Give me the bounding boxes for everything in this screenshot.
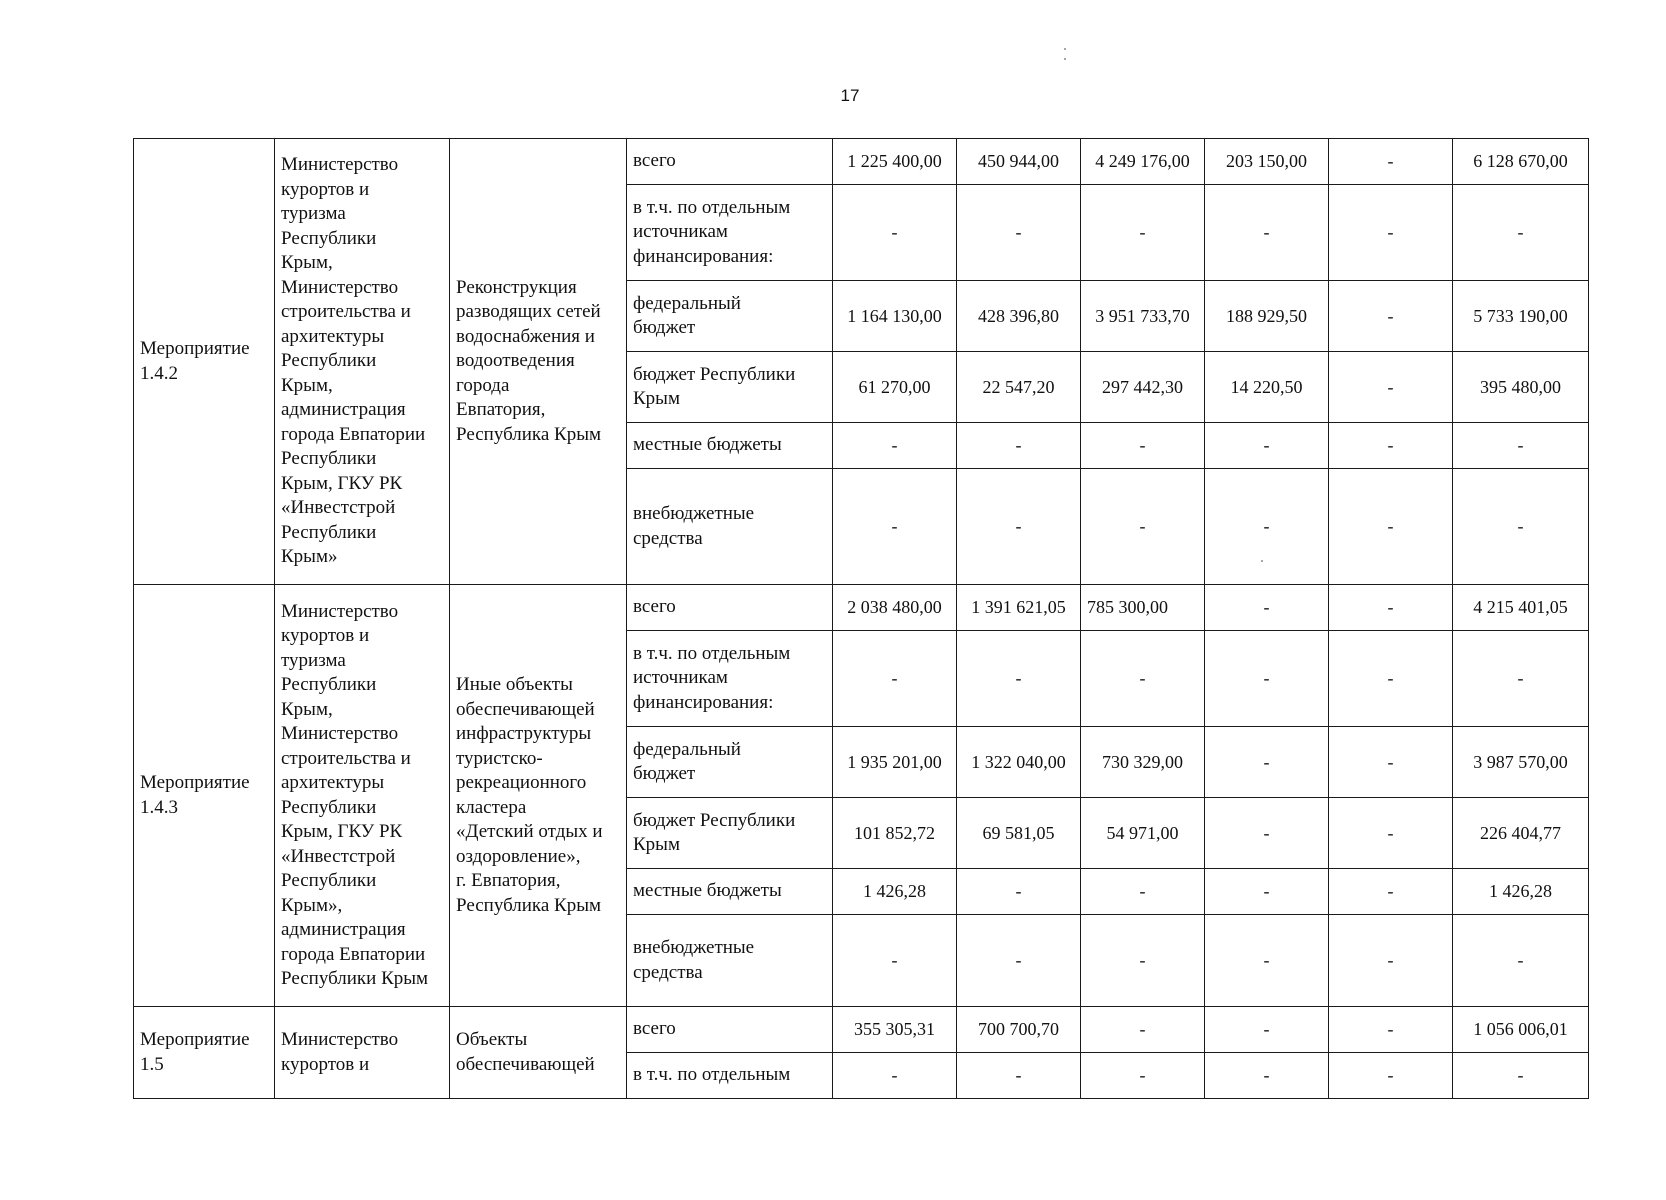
measure-cell: Мероприятие 1.4.2 bbox=[134, 139, 275, 585]
value-cell: 1 935 201,00 bbox=[833, 727, 957, 798]
value-cell: - bbox=[1081, 469, 1205, 585]
source-label: в т.ч. по отдельным источникам финансирования: bbox=[627, 631, 833, 727]
value-cell: - bbox=[957, 915, 1081, 1007]
value-cell: - bbox=[957, 869, 1081, 915]
executor-cell: Министерство курортов и bbox=[275, 1007, 450, 1099]
source-label: бюджет Республики Крым bbox=[627, 798, 833, 869]
value-cell: - bbox=[1329, 469, 1453, 585]
value-cell: - bbox=[1205, 423, 1329, 469]
value-cell: 450 944,00 bbox=[957, 139, 1081, 185]
value-cell: 2 038 480,00 bbox=[833, 585, 957, 631]
value-cell: - bbox=[833, 185, 957, 281]
value-cell: - bbox=[1329, 727, 1453, 798]
total-cell: 1 056 006,01 bbox=[1453, 1007, 1589, 1053]
value-cell: - bbox=[1081, 915, 1205, 1007]
value-cell: 1 426,28 bbox=[833, 869, 957, 915]
value-cell: - bbox=[833, 423, 957, 469]
value-cell: - bbox=[1329, 915, 1453, 1007]
value-cell: - bbox=[1081, 631, 1205, 727]
value-cell: - bbox=[957, 185, 1081, 281]
value-cell: - bbox=[1205, 915, 1329, 1007]
table-row bbox=[134, 139, 1589, 185]
total-cell: - bbox=[1453, 1053, 1589, 1099]
value-cell: 355 305,31 bbox=[833, 1007, 957, 1053]
source-label: бюджет Республики Крым bbox=[627, 352, 833, 423]
value-cell: - bbox=[957, 469, 1081, 585]
page-number: 17 bbox=[840, 86, 860, 105]
value-cell: - bbox=[1329, 423, 1453, 469]
value-cell: 14 220,50 bbox=[1205, 352, 1329, 423]
source-label: федеральный бюджет bbox=[627, 727, 833, 798]
value-cell: 700 700,70 bbox=[957, 1007, 1081, 1053]
scan-speck bbox=[1064, 48, 1066, 50]
value-cell: 203 150,00 bbox=[1205, 139, 1329, 185]
value-cell: - bbox=[1081, 1007, 1205, 1053]
value-cell: - bbox=[1329, 352, 1453, 423]
value-cell: - bbox=[1205, 469, 1329, 585]
table-row bbox=[134, 1007, 1589, 1053]
value-cell: 188 929,50 bbox=[1205, 281, 1329, 352]
total-cell: - bbox=[1453, 185, 1589, 281]
value-cell: 1 322 040,00 bbox=[957, 727, 1081, 798]
source-label: местные бюджеты bbox=[627, 869, 833, 915]
value-cell: - bbox=[1081, 1053, 1205, 1099]
value-cell: - bbox=[1205, 1007, 1329, 1053]
value-cell: - bbox=[957, 631, 1081, 727]
funding-table bbox=[133, 138, 1589, 1099]
value-cell: 730 329,00 bbox=[1081, 727, 1205, 798]
total-cell: - bbox=[1453, 631, 1589, 727]
total-cell: - bbox=[1453, 469, 1589, 585]
source-label: всего bbox=[627, 585, 833, 631]
executor-cell: Министерство курортов и туризма Республики Крым, Министерство строительства и архитектуры Республики Крым, ГКУ РК «Инвестстрой Республики Крым», администрация города Евпатории Республики Крым bbox=[275, 585, 450, 1007]
measure-cell: Мероприятие 1.4.3 bbox=[134, 585, 275, 1007]
value-cell: 785 300,00 bbox=[1081, 585, 1205, 631]
value-cell: - bbox=[1205, 1053, 1329, 1099]
source-label: в т.ч. по отдельным bbox=[627, 1053, 833, 1099]
value-cell: - bbox=[1329, 1053, 1453, 1099]
value-cell: 101 852,72 bbox=[833, 798, 957, 869]
value-cell: - bbox=[1329, 185, 1453, 281]
value-cell: - bbox=[833, 1053, 957, 1099]
table-row bbox=[134, 585, 1589, 631]
value-cell: - bbox=[1329, 798, 1453, 869]
total-cell: 226 404,77 bbox=[1453, 798, 1589, 869]
object-cell: Объекты обеспечивающей bbox=[450, 1007, 627, 1099]
value-cell: - bbox=[1329, 281, 1453, 352]
value-cell: - bbox=[1081, 423, 1205, 469]
total-cell: 5 733 190,00 bbox=[1453, 281, 1589, 352]
scan-speck bbox=[1064, 58, 1066, 60]
value-cell: 297 442,30 bbox=[1081, 352, 1205, 423]
object-cell: Реконструкция разводящих сетей водоснабжения и водоотведения города Евпатория, Республика Крым bbox=[450, 139, 627, 585]
measure-cell: Мероприятие 1.5 bbox=[134, 1007, 275, 1099]
total-cell: 4 215 401,05 bbox=[1453, 585, 1589, 631]
value-cell: - bbox=[1329, 869, 1453, 915]
scan-speck bbox=[1261, 560, 1263, 562]
executor-cell: Министерство курортов и туризма Республики Крым, Министерство строительства и архитектуры Республики Крым, администрация города Евпатории Республики Крым, ГКУ РК «Инвестстрой Республики Крым» bbox=[275, 139, 450, 585]
value-cell: - bbox=[1205, 585, 1329, 631]
source-label: внебюджетные средства bbox=[627, 469, 833, 585]
value-cell: 4 249 176,00 bbox=[1081, 139, 1205, 185]
value-cell: - bbox=[957, 1053, 1081, 1099]
value-cell: - bbox=[957, 423, 1081, 469]
value-cell: 1 164 130,00 bbox=[833, 281, 957, 352]
source-label: в т.ч. по отдельным источникам финансирования: bbox=[627, 185, 833, 281]
total-cell: 6 128 670,00 bbox=[1453, 139, 1589, 185]
total-cell: 395 480,00 bbox=[1453, 352, 1589, 423]
value-cell: 1 391 621,05 bbox=[957, 585, 1081, 631]
source-label: внебюджетные средства bbox=[627, 915, 833, 1007]
value-cell: 1 225 400,00 bbox=[833, 139, 957, 185]
value-cell: - bbox=[1205, 185, 1329, 281]
value-cell: 428 396,80 bbox=[957, 281, 1081, 352]
value-cell: 54 971,00 bbox=[1081, 798, 1205, 869]
value-cell: - bbox=[1329, 1007, 1453, 1053]
total-cell: 3 987 570,00 bbox=[1453, 727, 1589, 798]
value-cell: 61 270,00 bbox=[833, 352, 957, 423]
source-label: всего bbox=[627, 1007, 833, 1053]
total-cell: 1 426,28 bbox=[1453, 869, 1589, 915]
source-label: местные бюджеты bbox=[627, 423, 833, 469]
value-cell: - bbox=[1329, 139, 1453, 185]
value-cell: - bbox=[1329, 631, 1453, 727]
value-cell: - bbox=[1205, 727, 1329, 798]
source-label: всего bbox=[627, 139, 833, 185]
value-cell: - bbox=[1205, 798, 1329, 869]
value-cell: - bbox=[1081, 185, 1205, 281]
value-cell: - bbox=[1205, 631, 1329, 727]
value-cell: 3 951 733,70 bbox=[1081, 281, 1205, 352]
value-cell: - bbox=[833, 469, 957, 585]
value-cell: - bbox=[1081, 869, 1205, 915]
total-cell: - bbox=[1453, 423, 1589, 469]
value-cell: - bbox=[833, 631, 957, 727]
value-cell: 22 547,20 bbox=[957, 352, 1081, 423]
value-cell: - bbox=[833, 915, 957, 1007]
value-cell: 69 581,05 bbox=[957, 798, 1081, 869]
total-cell: - bbox=[1453, 915, 1589, 1007]
value-cell: - bbox=[1329, 585, 1453, 631]
value-cell: - bbox=[1205, 869, 1329, 915]
source-label: федеральный бюджет bbox=[627, 281, 833, 352]
object-cell: Иные объекты обеспечивающей инфраструктуры туристско- рекреационного кластера «Детский отдых и оздоровление», г. Евпатория, Республика Крым bbox=[450, 585, 627, 1007]
